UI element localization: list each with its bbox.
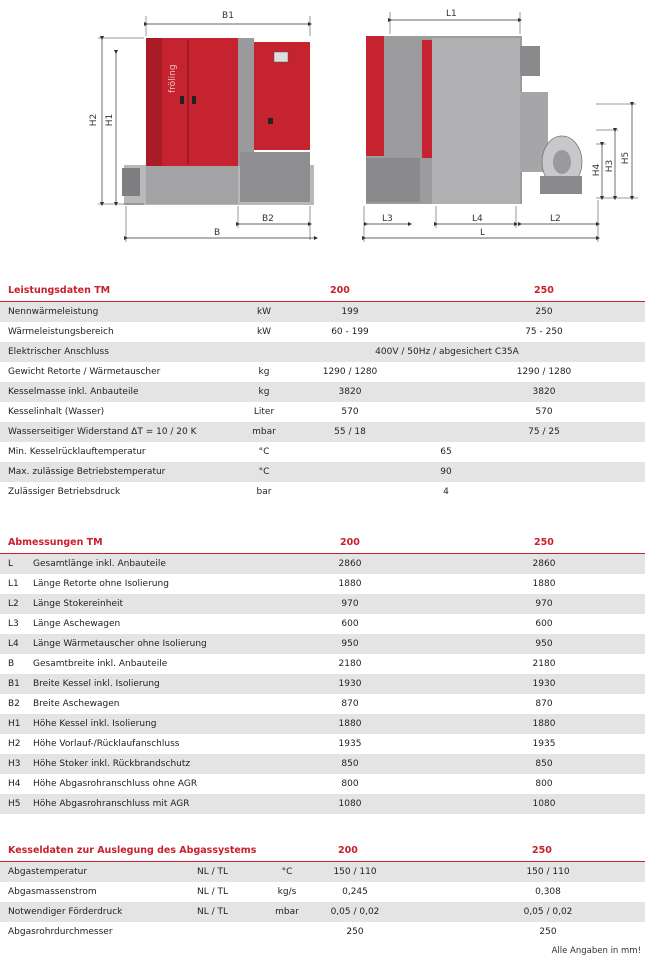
table-row: L1 Länge Retorte ohne Isolierung 1880 1880 xyxy=(8,579,556,589)
col-200: 200 xyxy=(338,845,358,856)
dim-l2: L2 xyxy=(550,214,561,224)
dim-b: B xyxy=(214,228,221,238)
dim-h5: H5 xyxy=(621,151,631,165)
abgas-title: Kesseldaten zur Auslegung des Abgassystems xyxy=(8,845,257,856)
dim-l: L xyxy=(480,228,486,238)
table-row: Abgastemperatur NL / TL °C 150 / 110 150 / 110 xyxy=(0,862,645,882)
dim-h2: H2 xyxy=(89,113,99,127)
abmessungen-table xyxy=(0,535,645,814)
table-row: L Gesamtlänge inkl. Anbauteile 2860 2860 xyxy=(0,554,645,574)
table-row: Kesselinhalt (Wasser) Liter 570 570 xyxy=(8,407,553,417)
col-200: 200 xyxy=(330,285,350,296)
col-250: 250 xyxy=(534,285,554,296)
dim-l4: L4 xyxy=(472,214,483,224)
abmessungen-header xyxy=(0,535,645,554)
table-row: Wärmeleistungsbereich kW 60 - 199 75 - 250 xyxy=(8,327,563,337)
table-row: H2 Höhe Vorlauf-/Rücklaufanschluss 1935 1935 xyxy=(8,739,556,749)
table-row: L4 Länge Wärmetauscher ohne Isolierung 950 950 xyxy=(0,634,645,654)
col-250: 250 xyxy=(534,537,554,548)
table-row: Abgasrohrdurchmesser 250 250 xyxy=(8,927,557,937)
col-200: 200 xyxy=(340,537,360,548)
table-row: H1 Höhe Kessel inkl. Isolierung 1880 1880 xyxy=(0,714,645,734)
table-row: Zulässiger Betriebsdruck bar 4 xyxy=(8,487,449,497)
table-row: Kesselmasse inkl. Anbauteile kg 3820 3820 xyxy=(0,382,645,402)
abgas-header xyxy=(0,843,645,862)
abgas-table xyxy=(0,843,645,942)
col-250: 250 xyxy=(532,845,552,856)
dim-l1: L1 xyxy=(446,9,457,19)
table-row: L2 Länge Stokereinheit 970 970 xyxy=(0,594,645,614)
table-row: B2 Breite Aschewagen 870 870 xyxy=(8,699,553,709)
leistungsdaten-table xyxy=(0,283,645,502)
table-row: Gewicht Retorte / Wärmetauscher kg 1290 / 1280 1290 / 1280 xyxy=(8,367,572,377)
table-row: B Gesamtbreite inkl. Anbauteile 2180 2180 xyxy=(8,659,556,669)
dim-l3: L3 xyxy=(382,214,393,224)
dim-h1: H1 xyxy=(105,113,115,127)
table-row: Min. Kesselrücklauftemperatur °C 65 xyxy=(8,447,452,457)
table-row: Nennwärmeleistung kW 199 250 xyxy=(0,302,645,322)
leistungsdaten-title: Leistungsdaten TM xyxy=(8,285,111,296)
dim-h3: H3 xyxy=(605,159,615,173)
table-row: Notwendiger Förderdruck NL / TL mbar 0,05 / 0,02 0,05 / 0,02 xyxy=(0,902,645,922)
table-row: B1 Breite Kessel inkl. Isolierung 1930 1930 xyxy=(0,674,645,694)
table-row: H5 Höhe Abgasrohranschluss mit AGR 1080 1080 xyxy=(0,794,645,814)
table-row: L3 Länge Aschewagen 600 600 xyxy=(8,619,553,629)
table-row: Abgasmassenstrom NL / TL kg/s 0,245 0,308 xyxy=(8,887,561,897)
dim-b1: B1 xyxy=(222,11,234,21)
abmessungen-title: Abmessungen TM xyxy=(8,537,103,548)
dim-h4: H4 xyxy=(592,163,602,177)
table-row: H3 Höhe Stoker inkl. Rückbrandschutz 850 850 xyxy=(0,754,645,774)
front-brand: fröling xyxy=(168,64,178,93)
table-row: H4 Höhe Abgasrohranschluss ohne AGR 800 800 xyxy=(8,779,553,789)
leistungsdaten-header xyxy=(0,283,645,302)
table-row: Max. zulässige Betriebstemperatur °C 90 xyxy=(0,462,645,482)
boiler-drawing xyxy=(0,0,645,260)
side-view xyxy=(364,9,638,242)
front-view xyxy=(89,11,316,242)
footer-note: Alle Angaben in mm! xyxy=(551,946,641,956)
dim-b2: B2 xyxy=(262,214,274,224)
table-row: Wasserseitiger Widerstand ΔT = 10 / 20 K mbar 55 / 18 75 / 25 xyxy=(0,422,645,442)
table-row: Elektrischer Anschluss 400V / 50Hz / abgesichert C35A xyxy=(0,342,645,362)
